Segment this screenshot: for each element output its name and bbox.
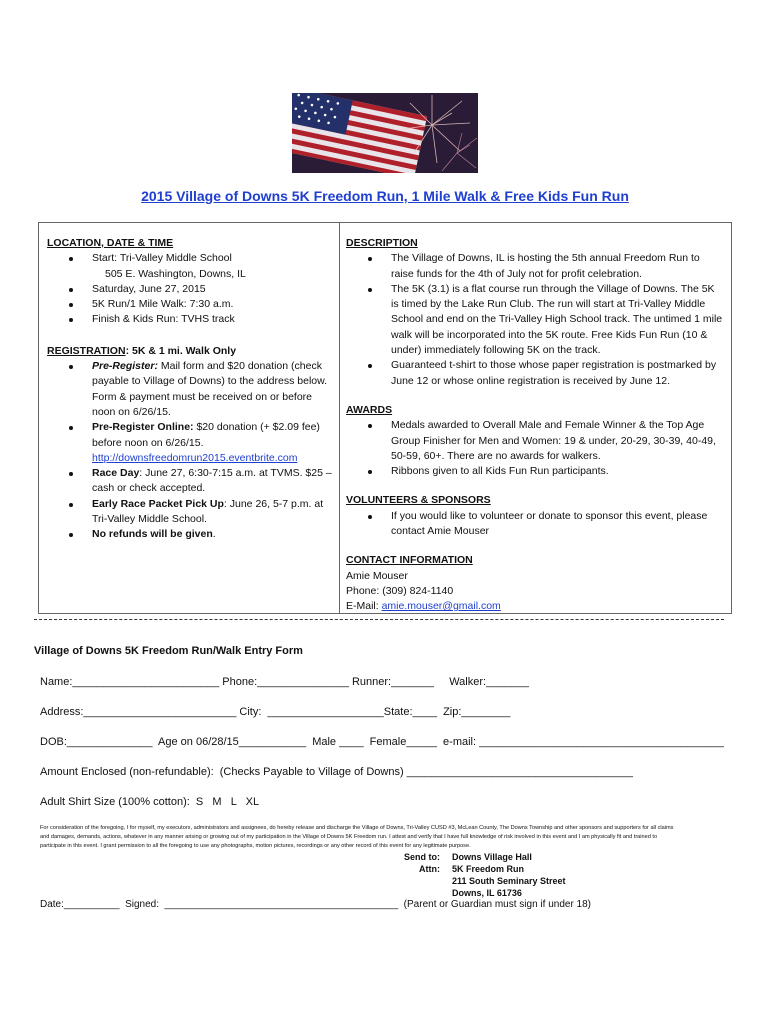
right-column — [346, 236, 724, 615]
list-item: 5K Run/1 Mile Walk: 7:30 a.m. — [92, 297, 332, 312]
cut-line — [34, 619, 724, 620]
address-line[interactable]: Address:_________________________ City: ___________________State:____ Zip:________ — [40, 706, 511, 718]
eventbrite-link[interactable]: http://downsfreedomrun2015.eventbrite.com — [92, 451, 298, 464]
contact-email-link[interactable]: amie.mouser@gmail.com — [381, 600, 501, 613]
list-item: Guaranteed t-shirt to those whose paper registration is postmarked by June 12 or whose online registration is received by June 12. — [391, 358, 724, 389]
flag-fireworks-banner — [292, 93, 478, 173]
location-list — [47, 251, 332, 266]
list-item-address: 505 E. Washington, Downs, IL — [105, 267, 246, 280]
pickup-label: Early Race Packet Pick Up — [92, 497, 224, 510]
awards-list — [346, 418, 724, 479]
entry-form-title: Village of Downs 5K Freedom Run/Walk Entry Form — [34, 645, 303, 657]
list-item: Saturday, June 27, 2015 — [92, 282, 332, 297]
contact-email-label: E-Mail: — [346, 600, 382, 613]
address-line-3: 211 South Seminary Street — [452, 876, 566, 886]
name-phone-line[interactable]: Name:________________________ Phone:_______________ Runner:_______ Walker:_______ — [40, 676, 529, 688]
description-heading: DESCRIPTION — [346, 237, 418, 249]
contact-email-row — [346, 599, 724, 614]
amount-line[interactable]: Amount Enclosed (non-refundable): (Checks Payable to Village of Downs) _____________________________________ — [40, 766, 634, 778]
list-item: Finish & Kids Run: TVHS track — [92, 312, 332, 327]
dob-age-line[interactable]: DOB:______________ Age on 06/28/15___________ Male ____ Female_____ e-mail: ________________________________________ — [40, 736, 724, 748]
page-title: 2015 Village of Downs 5K Freedom Run, 1 Mile Walk & Free Kids Fun Run — [141, 188, 629, 204]
flag-fireworks-image — [292, 93, 478, 173]
info-box-divider — [339, 222, 340, 614]
list-item: Ribbons given to all Kids Fun Run participants. — [391, 464, 724, 479]
online-text: $20 donation (+ $2.09 fee) before noon on 6/26/15. — [92, 421, 320, 449]
send-to-label: Send to: — [404, 852, 440, 862]
norefund-tail: . — [212, 528, 216, 541]
list-item: Start: Tri-Valley Middle School — [92, 251, 332, 266]
norefund-label: No refunds will be given — [92, 528, 213, 541]
raceday-text: : June 27, 6:30-7:15 a.m. at TVMS. $25 – cash or check accepted. — [92, 467, 332, 495]
address-line-2: 5K Freedom Run — [452, 864, 525, 874]
registration-heading-sub: : 5K & 1 mi. Walk Only — [125, 344, 237, 357]
list-item: If you would like to volunteer or donate to sponsor this event, please contact Amie Mouser — [391, 509, 724, 540]
left-column — [47, 236, 332, 543]
attn-label: Attn: — [419, 864, 440, 874]
list-item: Medals awarded to Overall Male and Female Winner & the Top Age Group Finisher for Men and Women: 19 & under, 20-29, 30-39, 40-49, 50-59, 60+. There are no awards for walkers. — [391, 418, 724, 464]
send-to-address — [452, 851, 652, 899]
registration-heading-label: REGISTRATION — [47, 344, 126, 357]
preregister-label: Pre-Register: — [92, 360, 158, 373]
volunteers-list — [346, 509, 724, 540]
list-item: The 5K (3.1) is a flat course run through the Village of Downs. The 5K is timed by the Lake Run Club. The run will start at Tri-Valley Middle School and end on the Tri-Valley High School track. The untimed 1 mile walk will be incorporated into the 5K route. Free Kids Fun Run (10 & under) immediately following 5K on the track. — [391, 282, 724, 358]
registration-list — [47, 359, 332, 543]
send-to-labels — [392, 851, 440, 875]
preregister-text: Mail form and $20 donation (check payable to Village of Downs) to the address below. Form & payment must be received on or before noon on 6/26/15. — [92, 360, 328, 418]
list-item-raceday — [92, 466, 332, 497]
pickup-text: : June 26, 5-7 p.m. at Tri-Valley Middle School. — [92, 497, 324, 526]
list-item-norefund — [92, 527, 332, 542]
list-item-pickup — [92, 497, 332, 528]
awards-heading: AWARDS — [346, 403, 393, 416]
volunteers-heading: VOLUNTEERS & SPONSORS — [346, 494, 491, 507]
registration-heading — [47, 344, 332, 359]
location-list-2 — [47, 282, 332, 328]
address-line-1: Downs Village Hall — [452, 852, 532, 862]
location-heading: LOCATION, DATE & TIME — [47, 237, 174, 249]
release-waiver-text: For consideration of the foregoing, I for myself, my executors, administrators and assignees, do hereby release and discharge the Village of Downs, Tri-Valley CUSD #3, McLean County, The Downs Township and other sponsors and supporters for all claims and damages, demands, actions, whatever in any manner arising or growing out of my participation in the Village of Downs 5K Freedom run. I attest and verify that I have full knowledge of risk involved in this event and I am physically fit and trained to participate in this event. I grant permission to all the foregoing to use any photographs, motion pictures, recordings or any other record of this event for any legitimate purpose. — [40, 825, 674, 849]
list-item-online — [92, 420, 332, 466]
date-signature-line[interactable]: Date:__________ Signed: __________________________________________ (Parent or Guardian must sign if under 18) — [40, 899, 592, 910]
address-line-4: Downs, IL 61736 — [452, 888, 522, 898]
online-label: Pre-Register Online: — [92, 421, 194, 434]
contact-name: Amie Mouser — [346, 569, 408, 582]
raceday-label: Race Day — [92, 467, 140, 480]
contact-heading: CONTACT INFORMATION — [346, 554, 473, 567]
shirt-size-line[interactable]: Adult Shirt Size (100% cotton): S M L XL — [40, 796, 260, 808]
description-list — [346, 251, 724, 389]
contact-phone: Phone: (309) 824-1140 — [346, 584, 454, 597]
list-item-preregister — [92, 359, 332, 420]
list-item: The Village of Downs, IL is hosting the 5th annual Freedom Run to raise funds for the 4th of July not for profit celebration. — [391, 251, 724, 282]
